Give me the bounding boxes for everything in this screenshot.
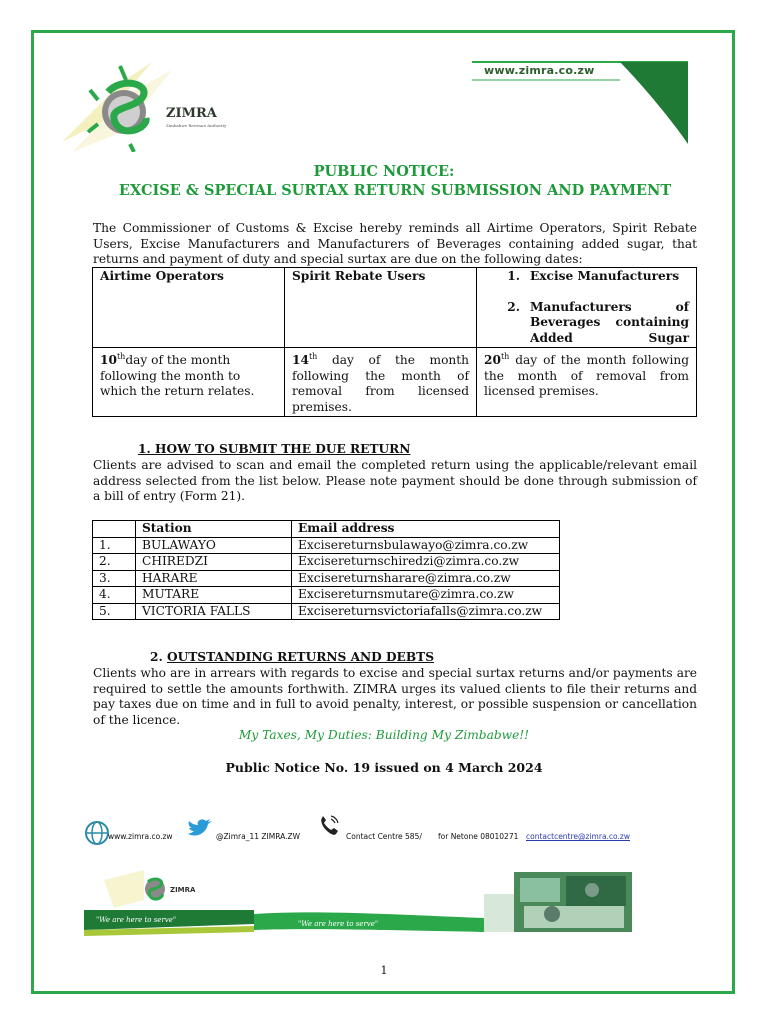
table-row bbox=[93, 268, 697, 348]
phone-icon bbox=[316, 812, 342, 838]
section1-body: Clients are advised to scan and email the completed return using the applicable/relevant email address selected from the list below. Please note payment should be done through submission of a bill of entry (Form 21). bbox=[93, 458, 697, 503]
notice-subtitle: EXCISE & SPECIAL SURTAX RETURN SUBMISSION AND PAYMENT bbox=[118, 182, 672, 199]
col-header-airtime: Airtime Operators bbox=[93, 268, 285, 348]
globe-icon bbox=[84, 820, 110, 846]
table-row: 3. HARARE Excisereturnsharare@zimra.co.zw bbox=[93, 570, 560, 587]
contact-twitter[interactable]: @Zimra_11 ZIMRA.ZW bbox=[216, 832, 301, 841]
table-row bbox=[93, 348, 697, 417]
col-header-manufacturers bbox=[477, 268, 697, 348]
section2-body: Clients who are in arrears with regards to excise and special surtax returns and/or payments are required to settle the amounts forthwith. ZIMRA urges its valued clients to file their returns and pay taxes due on time and in full to avoid penalty, interest, or possible suspension or cancellation of the licence. bbox=[93, 666, 697, 727]
intro-paragraph: The Commissioner of Customs & Excise hereby reminds all Airtime Operators, Spirit Rebate Users, Excise Manufacturers and Manufacturers of Beverages containing added sugar, that returns and payment of duty and special surtax are due on the following dates: bbox=[93, 221, 697, 266]
section2-heading: 2. OUTSTANDING RETURNS AND DEBTS bbox=[150, 650, 435, 664]
banner-logo-text: ZIMRA bbox=[170, 886, 196, 894]
table-row: 1. BULAWAYO Excisereturnsbulawayo@zimra.co.zw bbox=[93, 537, 560, 554]
logo-subtext: Zimbabwe Revenue Authority bbox=[166, 123, 227, 128]
notice-number: Public Notice No. 19 issued on 4 March 2024 bbox=[225, 760, 543, 775]
table-row: 4. MUTARE Excisereturnsmutare@zimra.co.zw bbox=[93, 587, 560, 604]
due-dates-table bbox=[92, 267, 697, 417]
email-address[interactable]: Excisereturnsvictoriafalls@zimra.co.zw bbox=[292, 603, 560, 620]
contact-website[interactable]: www.zimra.co.zw bbox=[108, 832, 173, 841]
contact-netone: for Netone 08010271 bbox=[438, 832, 519, 841]
table-row: 5. VICTORIA FALLS Excisereturnsvictoriafalls@zimra.co.zw bbox=[93, 603, 560, 620]
due-manufacturers: 20th day of the month following the month of removal from licensed premises. bbox=[477, 348, 697, 417]
table-row: 2. CHIREDZI Excisereturnschiredzi@zimra.co.zw bbox=[93, 554, 560, 571]
col-header-email: Email address bbox=[292, 521, 560, 538]
email-address[interactable]: Excisereturnsharare@zimra.co.zw bbox=[292, 570, 560, 587]
due-airtime: 10thday of the month following the month to which the return relates. bbox=[93, 348, 285, 417]
motto: My Taxes, My Duties: Building My Zimbabwe!! bbox=[238, 728, 530, 742]
section1-heading: 1. HOW TO SUBMIT THE DUE RETURN bbox=[138, 442, 411, 456]
due-spirit: 14th day of the month following the month of removal from licensed premises. bbox=[285, 348, 477, 417]
notice-title: PUBLIC NOTICE: bbox=[313, 163, 455, 180]
zimra-logo bbox=[62, 62, 232, 152]
list-item: 2. Manufacturers of Beverages containing Added Sugar bbox=[507, 299, 689, 345]
contact-centre: Contact Centre 585/ bbox=[346, 832, 422, 841]
banner-slogan-left: "We are here to serve" bbox=[96, 916, 177, 924]
logo-wordmark: ZIMRA bbox=[166, 106, 217, 121]
stations-table bbox=[92, 520, 560, 620]
twitter-icon[interactable] bbox=[186, 818, 214, 840]
email-address[interactable]: Excisereturnsmutare@zimra.co.zw bbox=[292, 587, 560, 604]
header-website[interactable]: www.zimra.co.zw bbox=[484, 64, 595, 77]
contact-strip bbox=[84, 812, 654, 852]
email-address[interactable]: Excisereturnschiredzi@zimra.co.zw bbox=[292, 554, 560, 571]
contact-email[interactable]: contactcentre@zimra.co.zw bbox=[526, 832, 630, 841]
banner-slogan-center: "We are here to serve" bbox=[298, 920, 379, 928]
page-number: 1 bbox=[380, 964, 388, 977]
col-header-station: Station bbox=[136, 521, 292, 538]
list-item: 1. Excise Manufacturers bbox=[507, 269, 680, 283]
footer-banner bbox=[84, 870, 632, 942]
banner-emblem-icon bbox=[140, 874, 170, 904]
email-address[interactable]: Excisereturnsbulawayo@zimra.co.zw bbox=[292, 537, 560, 554]
table-header-row bbox=[93, 521, 560, 538]
col-header-spirit: Spirit Rebate Users bbox=[285, 268, 477, 348]
